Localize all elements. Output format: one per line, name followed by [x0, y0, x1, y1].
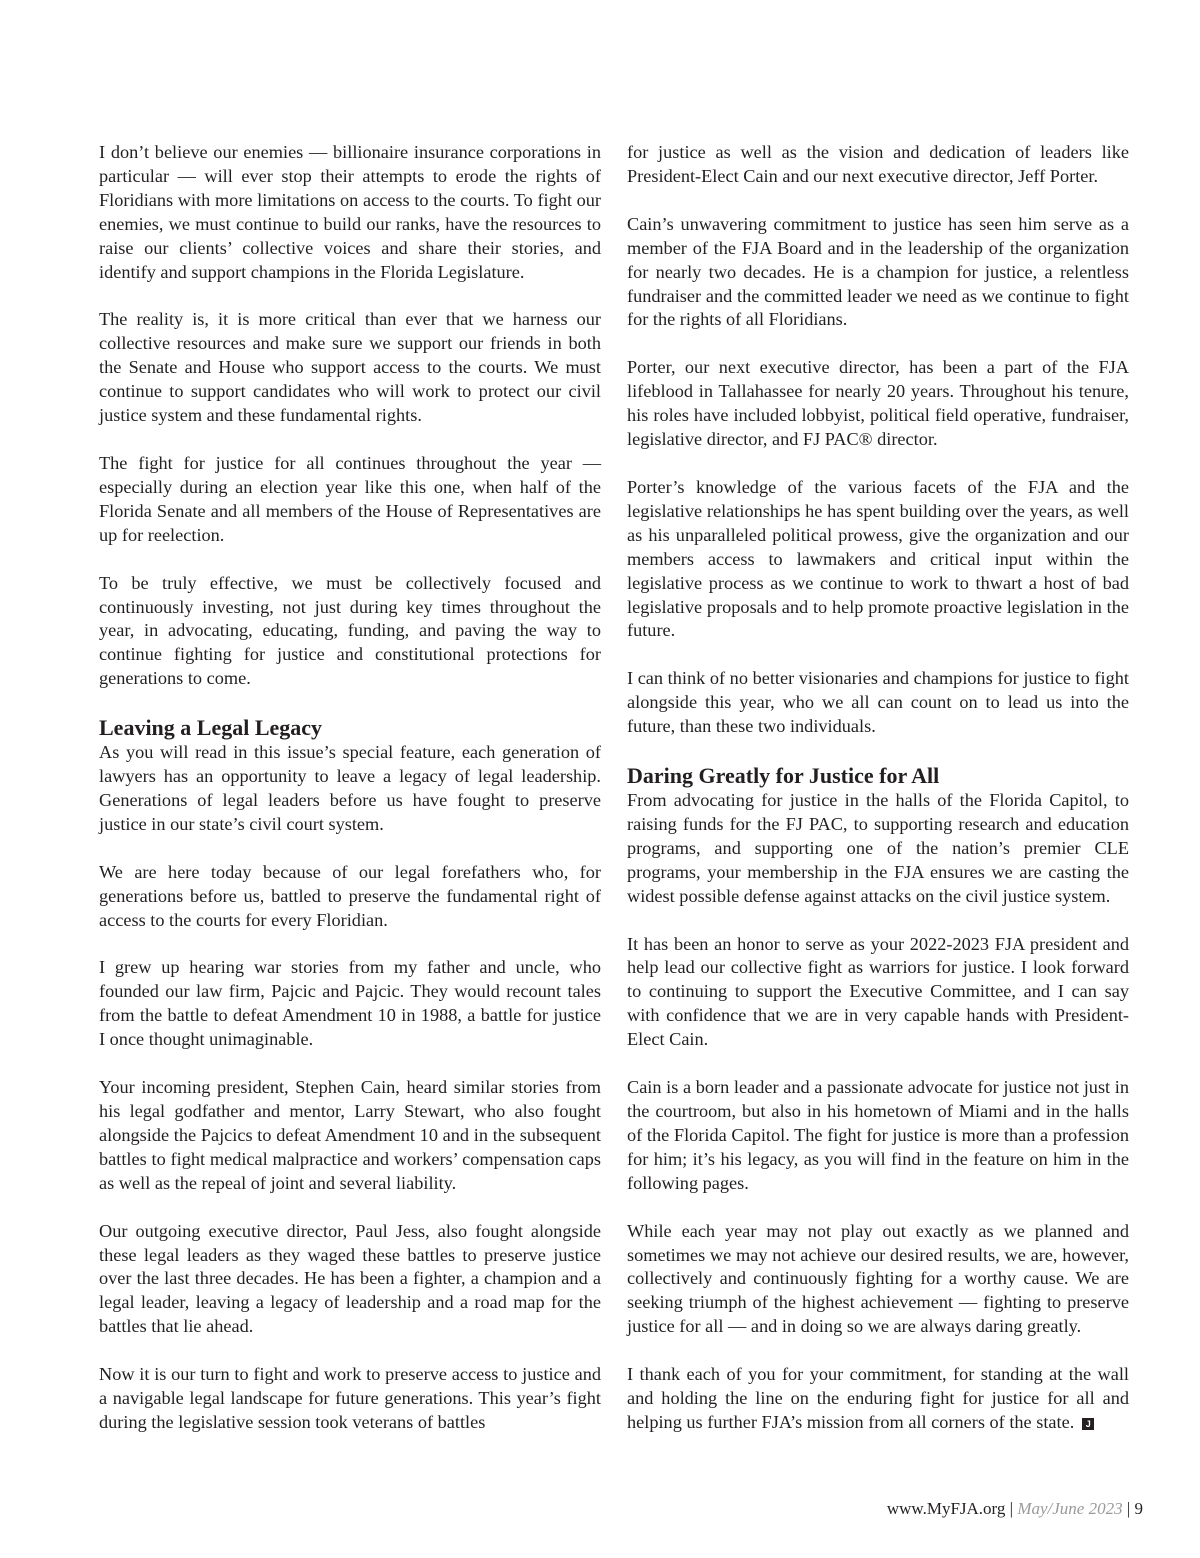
section-heading-daring: Daring Greatly for Justice for All [627, 763, 940, 789]
right-column [627, 141, 1129, 1459]
footer-issue: May/June 2023 [1017, 1499, 1123, 1518]
page-footer [887, 1499, 1143, 1519]
left-column [99, 141, 601, 1459]
footer-separator: | [1009, 1499, 1014, 1518]
paragraph: Cain is a born leader and a passionate advocate for justice not just in the courtroom, but also in his hometown of Miami and in the halls of the Florida Capitol. The fight for justice is more than a profession for him; it’s his legacy, as you will find in the feature on him in the following pages. [627, 1077, 1129, 1193]
paragraph: Our outgoing executive director, Paul Jess, also fought alongside these legal leaders as they waged these battles to preserve justice over the last three decades. He has been a fighter, a champion and a legal leader, leaving a legacy of leadership and a road map for the battles that lie ahead. [99, 1220, 601, 1337]
end-mark-icon: J [1082, 1418, 1094, 1430]
paragraph: To be truly effective, we must be collectively focused and continuously investing, not just during key times throughout the year, in advocating, educating, funding, and paving the way to continue fighting for justice and constitutional protections for generations to come. [99, 572, 601, 689]
paragraph: for justice as well as the vision and dedication of leaders like President-Elect Cain and our next executive director, Jeff Porter. [627, 142, 1129, 186]
paragraph: Cain’s unwavering commitment to justice has seen him serve as a member of the FJA Board and in the leadership of the organization for nearly two decades. He is a champion for justice, a relentless fundraiser and the committed leader we need as we continue to fight for the rights of all Floridians. [627, 213, 1129, 330]
paragraph: It has been an honor to serve as your 2022-2023 FJA president and help lead our collective fight as warriors for justice. I look forward to continuing to support the Executive Committee, and I can say with confidence that we are in very capable hands with President-Elect Cain. [627, 933, 1129, 1050]
closing-paragraph [627, 1363, 1129, 1435]
paragraph: Your incoming president, Stephen Cain, heard similar stories from his legal godfather and mentor, Larry Stewart, who also fought alongside the Pajcics to defeat Amendment 10 and in the subsequent battles to fight medical malpractice and workers’ compensation caps as well as the repeal of joint and several liability. [99, 1077, 601, 1193]
page-number: 9 [1134, 1499, 1143, 1518]
paragraph: I can think of no better visionaries and champions for justice to fight alongside this year, who we all can count on to lead us into the future, than these two individuals. [627, 668, 1129, 737]
paragraph: We are here today because of our legal forefathers who, for generations before us, battled to preserve the fundamental right of access to the courts for every Floridian. [99, 861, 601, 930]
paragraph: While each year may not play out exactly as we planned and sometimes we may not achieve our desired results, we are, however, collectively and continuously fighting for a worthy cause. We are seeking triumph of the highest achievement — fighting to preserve justice for all — and in doing so we are always daring greatly. [627, 1220, 1129, 1337]
paragraph: Porter’s knowledge of the various facets of the FJA and the legislative relationships he has spent building over the years, as well as his unparalleled political prowess, give the organization and our members access to lawmakers and critical input within the legislative process as we continue to work to thwart a host of bad legislative proposals and to help promote proactive legislation in the future. [627, 476, 1129, 641]
footer-separator: | [1126, 1499, 1131, 1518]
section-heading-legacy: Leaving a Legal Legacy [99, 715, 323, 741]
closing-text: I thank each of you for your commitment, for standing at the wall and holding the line on the enduring fight for justice for all and helping us further FJA’s mission from all corners of the state. [627, 1364, 1129, 1432]
paragraph: The reality is, it is more critical than ever that we harness our collective resources and make sure we support our friends in both the Senate and House who support access to the courts. We must continue to support candidates who will work to protect our civil justice system and these fundamental rights. [99, 309, 601, 426]
paragraph: From advocating for justice in the halls of the Florida Capitol, to raising funds for the FJ PAC, to supporting research and education programs, and supporting one of the nation’s premier CLE programs, your membership in the FJA ensures we are casting the widest possible defense against attacks on the civil justice system. [627, 790, 1129, 906]
paragraph: The fight for justice for all continues throughout the year — especially during an election year like this one, when half of the Florida Senate and all members of the House of Representatives are up for reelection. [99, 452, 601, 545]
paragraph: I grew up hearing war stories from my father and uncle, who founded our law firm, Pajcic and Pajcic. They would recount tales from the battle to defeat Amendment 10 in 1988, a battle for justice I once thought unimaginable. [99, 957, 601, 1050]
footer-website: www.MyFJA.org [886, 1499, 1006, 1518]
paragraph: As you will read in this issue’s special feature, each generation of lawyers has an opportunity to leave a legacy of legal leadership. Generations of legal leaders before us have fought to preserve justice in our state’s civil court system. [99, 742, 601, 834]
paragraph: Porter, our next executive director, has been a part of the FJA lifeblood in Tallahassee for nearly 20 years. Throughout his tenure, his roles have included lobbyist, political field operative, fundraiser, legislative director, and FJ PAC® director. [627, 357, 1129, 450]
paragraph: I don’t believe our enemies — billionaire insurance corporations in particular — will ever stop their attempts to erode the rights of Floridians with more limitations on access to the courts. To fight our enemies, we must continue to build our ranks, have the resources to raise our clients’ collective voices and share their stories, and identify and support champions in the Florida Legislature. [99, 142, 601, 282]
paragraph: Now it is our turn to fight and work to preserve access to justice and a navigable legal landscape for future generations. This year’s fight during the legislative session took veterans of battles [99, 1364, 601, 1432]
